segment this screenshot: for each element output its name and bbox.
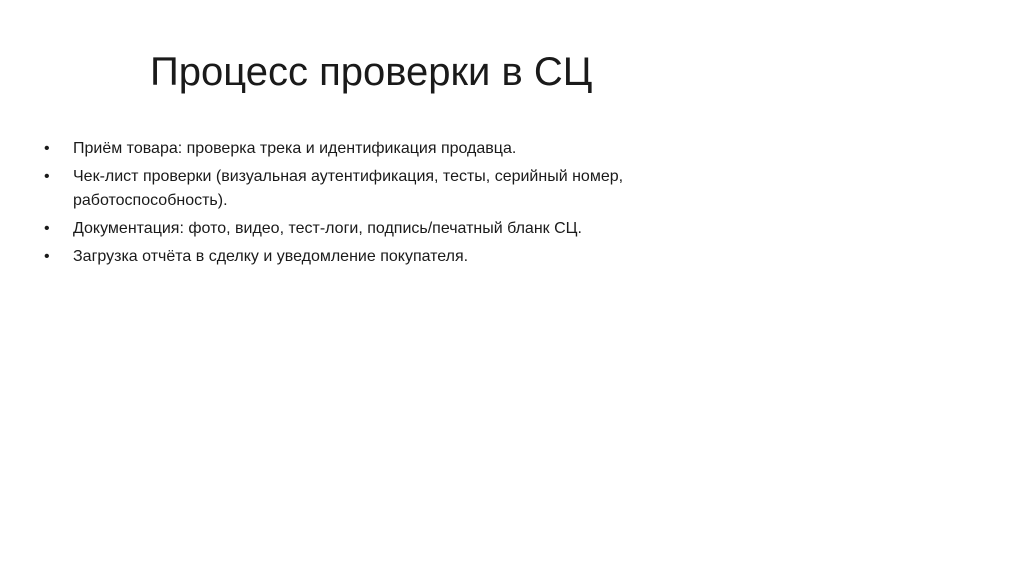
bullet-text: Чек-лист проверки (визуальная аутентификация, тесты, серийный номер, работоспособность). xyxy=(73,168,624,209)
bullet-item xyxy=(38,217,758,241)
bullet-marker: • xyxy=(44,248,50,265)
slide-title: Процесс проверки в СЦ xyxy=(150,50,593,94)
bullet-marker: • xyxy=(44,140,50,157)
bullet-item xyxy=(38,165,758,213)
bullet-text: Документация: фото, видео, тест-логи, подпись/печатный бланк СЦ. xyxy=(73,220,582,237)
bullet-item xyxy=(38,245,758,269)
bullet-marker: • xyxy=(44,220,50,237)
bullet-item xyxy=(38,137,758,161)
bullet-text: Загрузка отчёта в сделку и уведомление покупателя. xyxy=(73,248,469,265)
bullet-text: Приём товара: проверка трека и идентификация продавца. xyxy=(73,140,517,157)
bullet-marker: • xyxy=(44,168,50,185)
bullet-list xyxy=(38,137,758,273)
